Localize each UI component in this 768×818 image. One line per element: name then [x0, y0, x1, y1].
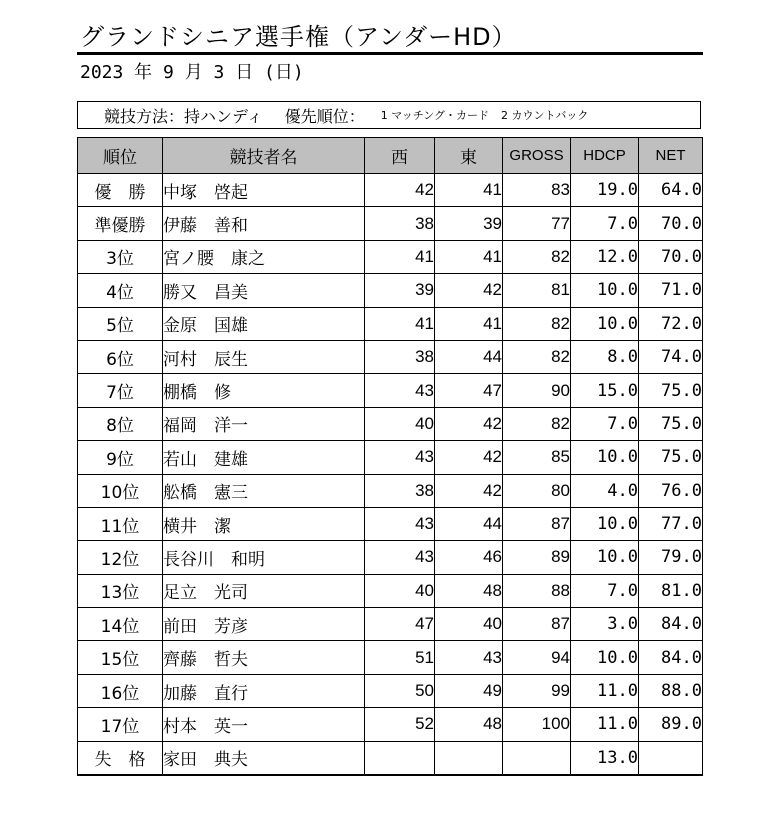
- west-score-cell: 39: [365, 274, 435, 307]
- west-score-cell: 41: [365, 307, 435, 340]
- gross-score-cell: 82: [503, 407, 571, 440]
- column-header-rank: 順位: [78, 138, 163, 174]
- east-score-cell: 42: [435, 474, 503, 507]
- handicap-cell: 11.0: [571, 708, 639, 741]
- player-name-cell: 家田 典夫: [163, 741, 365, 774]
- net-score-cell: 70.0: [639, 240, 703, 273]
- east-score-cell: 39: [435, 207, 503, 240]
- handicap-cell: 10.0: [571, 507, 639, 540]
- table-row: [78, 207, 703, 240]
- east-score-cell: 44: [435, 507, 503, 540]
- net-score-cell: 74.0: [639, 340, 703, 373]
- table-row: [78, 441, 703, 474]
- priority-item-2: 2 カウントバック: [501, 109, 589, 122]
- table-row: [78, 174, 703, 207]
- table-row: [78, 708, 703, 741]
- west-score-cell: 50: [365, 674, 435, 707]
- table-row: [78, 574, 703, 607]
- net-score-cell: 75.0: [639, 407, 703, 440]
- gross-score-cell: 82: [503, 307, 571, 340]
- east-score-cell: 44: [435, 340, 503, 373]
- net-score-cell: 77.0: [639, 507, 703, 540]
- column-header-east: 東: [435, 138, 503, 174]
- handicap-cell: 7.0: [571, 407, 639, 440]
- handicap-cell: 10.0: [571, 541, 639, 574]
- player-name-cell: 中塚 啓起: [163, 174, 365, 207]
- rank-cell: 16位: [78, 674, 163, 707]
- gross-score-cell: 80: [503, 474, 571, 507]
- handicap-cell: 15.0: [571, 374, 639, 407]
- east-score-cell: 43: [435, 641, 503, 674]
- player-name-cell: 宮ノ腰 康之: [163, 240, 365, 273]
- column-header-hdcp: HDCP: [571, 138, 639, 174]
- priority-label: 優先順位：: [284, 106, 365, 126]
- player-name-cell: 舩橋 憲三: [163, 474, 365, 507]
- title-underline: [77, 52, 703, 55]
- handicap-cell: 10.0: [571, 307, 639, 340]
- handicap-cell: 8.0: [571, 340, 639, 373]
- west-score-cell: 43: [365, 441, 435, 474]
- table-row: [78, 608, 703, 641]
- table-row: [78, 240, 703, 273]
- west-score-cell: 47: [365, 608, 435, 641]
- table-row: [78, 641, 703, 674]
- gross-score-cell: 87: [503, 608, 571, 641]
- rank-cell: 3位: [78, 240, 163, 273]
- rank-cell: 8位: [78, 407, 163, 440]
- east-score-cell: 40: [435, 608, 503, 641]
- table-row: [78, 407, 703, 440]
- rank-cell: 10位: [78, 474, 163, 507]
- rank-cell: 優 勝: [78, 174, 163, 207]
- east-score-cell: 42: [435, 441, 503, 474]
- west-score-cell: 38: [365, 474, 435, 507]
- gross-score-cell: 88: [503, 574, 571, 607]
- table-row: [78, 741, 703, 774]
- priority-item-1: 1 マッチング・カード: [380, 109, 490, 122]
- east-score-cell: 41: [435, 240, 503, 273]
- handicap-cell: 10.0: [571, 641, 639, 674]
- table-row: [78, 307, 703, 340]
- rank-cell: 7位: [78, 374, 163, 407]
- gross-score-cell: 77: [503, 207, 571, 240]
- player-name-cell: 若山 建雄: [163, 441, 365, 474]
- east-score-cell: 42: [435, 407, 503, 440]
- rank-cell: 4位: [78, 274, 163, 307]
- player-name-cell: 棚橋 修: [163, 374, 365, 407]
- results-table-body: [78, 174, 703, 775]
- east-score-cell: 46: [435, 541, 503, 574]
- gross-score-cell: 90: [503, 374, 571, 407]
- gross-score-cell: 89: [503, 541, 571, 574]
- player-name-cell: 勝又 昌美: [163, 274, 365, 307]
- rank-cell: 13位: [78, 574, 163, 607]
- player-name-cell: 齊藤 哲夫: [163, 641, 365, 674]
- player-name-cell: 前田 芳彦: [163, 608, 365, 641]
- results-table: [77, 137, 703, 776]
- gross-score-cell: 81: [503, 274, 571, 307]
- competition-method-box: [77, 101, 701, 129]
- gross-score-cell: 85: [503, 441, 571, 474]
- gross-score-cell: 100: [503, 708, 571, 741]
- player-name-cell: 長谷川 和明: [163, 541, 365, 574]
- competition-method-label: 競技方法：持ハンディ: [104, 106, 263, 126]
- table-row: [78, 541, 703, 574]
- handicap-cell: 7.0: [571, 207, 639, 240]
- player-name-cell: 横井 潔: [163, 507, 365, 540]
- handicap-cell: 3.0: [571, 608, 639, 641]
- header-row: [78, 138, 703, 174]
- gross-score-cell: 83: [503, 174, 571, 207]
- net-score-cell: 84.0: [639, 641, 703, 674]
- player-name-cell: 伊藤 善和: [163, 207, 365, 240]
- west-score-cell: 40: [365, 407, 435, 440]
- rank-cell: 12位: [78, 541, 163, 574]
- east-score-cell: 42: [435, 274, 503, 307]
- west-score-cell: 51: [365, 641, 435, 674]
- table-row: [78, 340, 703, 373]
- gross-score-cell: 99: [503, 674, 571, 707]
- column-header-name: 競技者名: [163, 138, 365, 174]
- net-score-cell: 81.0: [639, 574, 703, 607]
- player-name-cell: 金原 国雄: [163, 307, 365, 340]
- player-name-cell: 村本 英一: [163, 708, 365, 741]
- rank-cell: 9位: [78, 441, 163, 474]
- player-name-cell: 福岡 洋一: [163, 407, 365, 440]
- event-date: 2023 年 9 月 3 日 (日): [80, 62, 304, 83]
- gross-score-cell: 94: [503, 641, 571, 674]
- handicap-cell: 19.0: [571, 174, 639, 207]
- rank-cell: 5位: [78, 307, 163, 340]
- rank-cell: 6位: [78, 340, 163, 373]
- east-score-cell: [435, 741, 503, 774]
- rank-cell: 失 格: [78, 741, 163, 774]
- net-score-cell: 75.0: [639, 441, 703, 474]
- east-score-cell: 41: [435, 307, 503, 340]
- west-score-cell: 41: [365, 240, 435, 273]
- west-score-cell: [365, 741, 435, 774]
- east-score-cell: 48: [435, 708, 503, 741]
- handicap-cell: 10.0: [571, 274, 639, 307]
- handicap-cell: 4.0: [571, 474, 639, 507]
- handicap-cell: 12.0: [571, 240, 639, 273]
- net-score-cell: 76.0: [639, 474, 703, 507]
- results-table-header: [78, 138, 703, 174]
- table-row: [78, 507, 703, 540]
- rank-cell: 11位: [78, 507, 163, 540]
- net-score-cell: 84.0: [639, 608, 703, 641]
- net-score-cell: 89.0: [639, 708, 703, 741]
- net-score-cell: 88.0: [639, 674, 703, 707]
- rank-cell: 準優勝: [78, 207, 163, 240]
- west-score-cell: 38: [365, 340, 435, 373]
- gross-score-cell: [503, 741, 571, 774]
- west-score-cell: 52: [365, 708, 435, 741]
- player-name-cell: 加藤 直行: [163, 674, 365, 707]
- net-score-cell: 71.0: [639, 274, 703, 307]
- east-score-cell: 49: [435, 674, 503, 707]
- net-score-cell: 79.0: [639, 541, 703, 574]
- rank-cell: 15位: [78, 641, 163, 674]
- gross-score-cell: 87: [503, 507, 571, 540]
- gross-score-cell: 82: [503, 340, 571, 373]
- west-score-cell: 38: [365, 207, 435, 240]
- net-score-cell: [639, 741, 703, 774]
- table-row: [78, 374, 703, 407]
- column-header-west: 西: [365, 138, 435, 174]
- table-row: [78, 274, 703, 307]
- handicap-cell: 13.0: [571, 741, 639, 774]
- rank-cell: 17位: [78, 708, 163, 741]
- page-title: グランドシニア選手権（アンダーHD）: [80, 23, 517, 51]
- east-score-cell: 41: [435, 174, 503, 207]
- west-score-cell: 40: [365, 574, 435, 607]
- player-name-cell: 足立 光司: [163, 574, 365, 607]
- handicap-cell: 11.0: [571, 674, 639, 707]
- handicap-cell: 7.0: [571, 574, 639, 607]
- table-row: [78, 474, 703, 507]
- player-name-cell: 河村 辰生: [163, 340, 365, 373]
- column-header-net: NET: [639, 138, 703, 174]
- net-score-cell: 75.0: [639, 374, 703, 407]
- east-score-cell: 47: [435, 374, 503, 407]
- column-header-gross: GROSS: [503, 138, 571, 174]
- east-score-cell: 48: [435, 574, 503, 607]
- handicap-cell: 10.0: [571, 441, 639, 474]
- table-row: [78, 674, 703, 707]
- gross-score-cell: 82: [503, 240, 571, 273]
- west-score-cell: 43: [365, 507, 435, 540]
- net-score-cell: 64.0: [639, 174, 703, 207]
- net-score-cell: 72.0: [639, 307, 703, 340]
- west-score-cell: 43: [365, 374, 435, 407]
- rank-cell: 14位: [78, 608, 163, 641]
- west-score-cell: 43: [365, 541, 435, 574]
- west-score-cell: 42: [365, 174, 435, 207]
- net-score-cell: 70.0: [639, 207, 703, 240]
